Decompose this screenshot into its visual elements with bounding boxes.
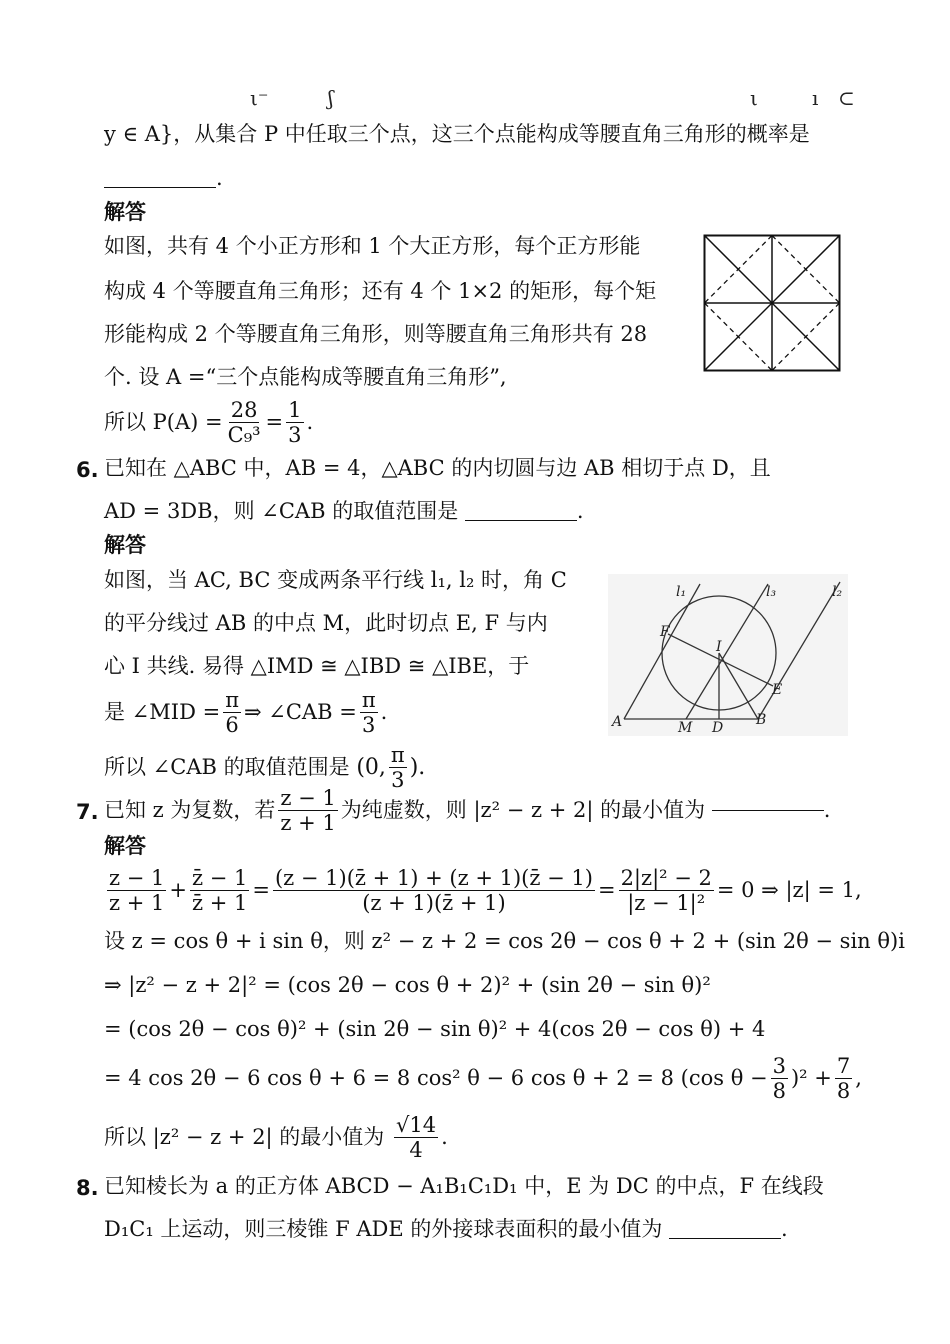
label-l3: l₃ bbox=[766, 584, 777, 600]
q6-number: 6. bbox=[76, 458, 99, 482]
q7-conclusion: 所以 |z² − z + 2| 的最小值为 $\frac{√14}{4}$ . bbox=[104, 1113, 448, 1163]
fragment: ι⁻ bbox=[250, 86, 269, 110]
fragment: ʃ bbox=[328, 86, 334, 110]
q7-equation-1: $\frac{z - 1}{z + 1}$ + $\frac{z̄ - 1}{z̄ + 1}$ = $\frac{(z - 1)(z̄ + 1) + (z + 1)(z̄ - 1)}{(z + 1)(z̄ + 1)}$ = $\frac{\text{2|z|² − 2}}{\text{|z − 1|²}}$ = 0 ⇒ |z| = 1, bbox=[109, 866, 862, 916]
q7-equation-5: = 4 cos 2θ − 6 cos θ + 6 = 8 cos² θ − 6 cos θ + 2 = 8 (cos θ − $\frac{3}{8}$ )² + $\frac{7}{8}$ , bbox=[104, 1054, 862, 1104]
fragment: ı bbox=[812, 86, 819, 110]
q7-number: 7. bbox=[76, 800, 99, 824]
label-B: B bbox=[756, 712, 767, 728]
q6-solution-line: 心 I 共线. 易得 △IMD ≅ △IBD ≅ △IBE，于 bbox=[104, 654, 530, 678]
label-I: I bbox=[716, 639, 722, 655]
label-D: D bbox=[712, 720, 724, 736]
q8-number: 8. bbox=[76, 1176, 99, 1200]
q5-answer-blank: . bbox=[104, 168, 223, 189]
q5-grid-figure bbox=[703, 234, 841, 372]
q5-solution-line: 如图，共有 4 个小正方形和 1 个大正方形，每个正方形能 bbox=[104, 234, 641, 258]
q8-line1: 已知棱长为 a 的正方体 ABCD − A₁B₁C₁D₁ 中，E 为 DC 的中点，F 在线段 bbox=[104, 1174, 824, 1198]
q7-equation-3: ⇒ |z² − z + 2|² = (cos 2θ − cos θ + 2)² + (sin 2θ − sin θ)² bbox=[104, 973, 711, 997]
label-A: A bbox=[612, 714, 623, 730]
label-l1: l₁ bbox=[676, 584, 687, 600]
label-E: E bbox=[772, 682, 783, 698]
q7-equation-2: 设 z = cos θ + i sin θ，则 z² − z + 2 = cos 2θ − cos θ + 2 + (sin 2θ − sin θ)i bbox=[104, 929, 905, 953]
q5-solution-line: 个. 设 A =“三个点能构成等腰直角三角形”, bbox=[104, 365, 507, 389]
q5-line1: y ∈ A}，从集合 P 中任取三个点，这三个点能构成等腰直角三角形的概率是 bbox=[104, 122, 810, 146]
q5-answer-heading: 解答 bbox=[104, 200, 146, 224]
q8-line2: D₁C₁ 上运动，则三棱锥 F ADE 的外接球表面积的最小值为 . bbox=[104, 1217, 788, 1241]
label-F: F bbox=[660, 624, 670, 640]
fragment: ι bbox=[750, 86, 758, 110]
q6-line2: AD = 3DB，则 ∠CAB 的取值范围是 . bbox=[104, 499, 584, 523]
q5-solution-line: 构成 4 个等腰直角三角形；还有 4 个 1×2 的矩形，每个矩 bbox=[104, 279, 657, 303]
q7-answer-heading: 解答 bbox=[104, 834, 146, 858]
q6-solution-line: 如图，当 AC, BC 变成两条平行线 l₁, l₂ 时，角 C bbox=[104, 568, 567, 592]
q6-range-formula: 所以 ∠CAB 的取值范围是 (0, $\frac{\pi}{3}$ ). bbox=[104, 743, 426, 793]
label-l2: l₂ bbox=[832, 584, 843, 600]
q6-line1: 已知在 △ABC 中，AB = 4，△ABC 的内切圆与边 AB 相切于点 D，且 bbox=[104, 456, 771, 480]
fragment: ⊂ bbox=[838, 86, 855, 110]
q7-line1: 已知 z 为复数，若 $\frac{z - 1}{z + 1}$ 为纯虚数，则 |z² − z + 2| 的最小值为 . bbox=[104, 786, 831, 836]
q6-incircle-figure bbox=[608, 574, 848, 736]
q6-answer-heading: 解答 bbox=[104, 533, 146, 557]
q5-solution-line: 形能构成 2 个等腰直角三角形，则等腰直角三角形共有 28 bbox=[104, 322, 648, 346]
q6-solution-line: 的平分线过 AB 的中点 M，此时切点 E, F 与内 bbox=[104, 611, 548, 635]
q7-equation-4: = (cos 2θ − cos θ)² + (sin 2θ − sin θ)² + 4(cos 2θ − cos θ) + 4 bbox=[104, 1017, 766, 1041]
q5-probability-formula: 所以 P(A) = $\frac{28}{\text{C₉³}}$ = $\frac{1}{3}$ . bbox=[104, 398, 314, 448]
q6-angle-formula: 是 ∠MID = $\frac{\pi}{6}$ ⇒ ∠CAB = $\frac{\pi}{3}$ . bbox=[104, 688, 388, 738]
label-M: M bbox=[678, 720, 693, 736]
